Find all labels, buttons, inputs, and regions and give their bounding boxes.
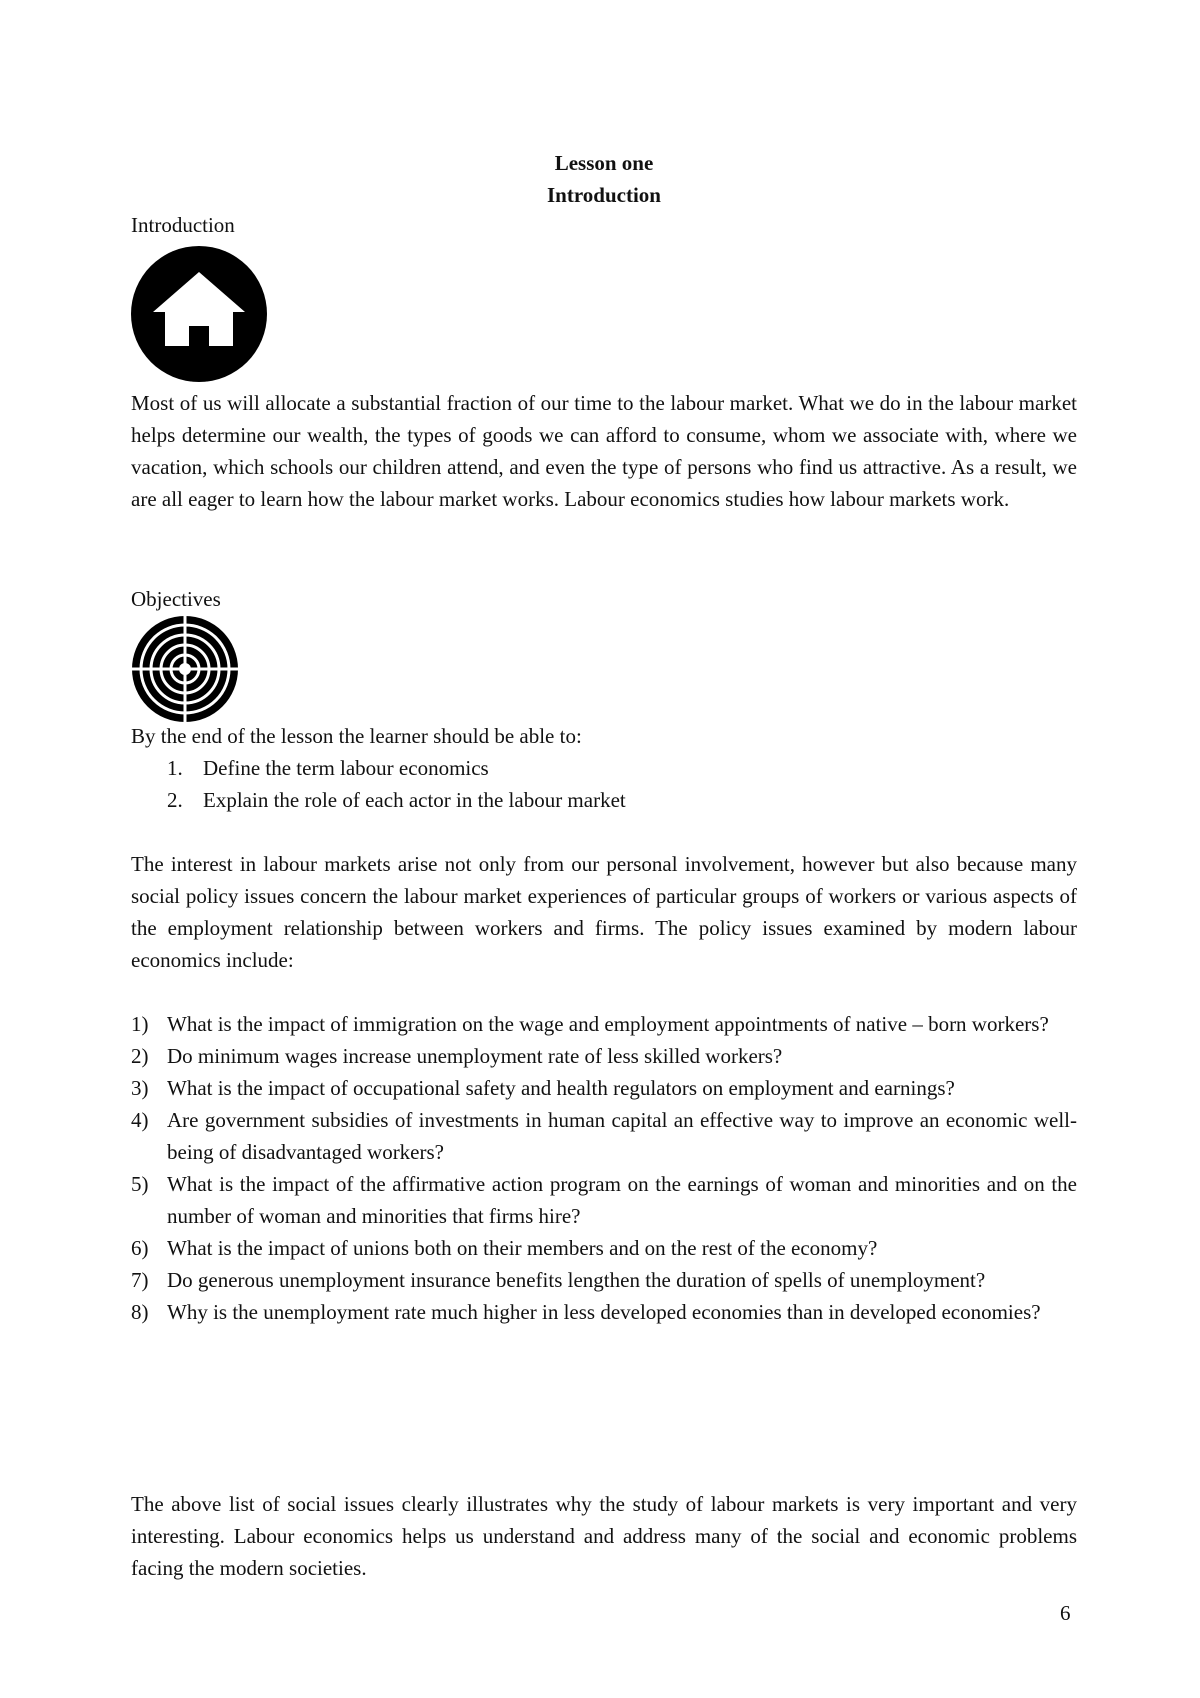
list-item: 4) Are government subsidies of investments in human capital an effective way to improve an economic well-being of disadvantaged workers?	[131, 1108, 1077, 1164]
list-item: 7) Do generous unemployment insurance benefits lengthen the duration of spells of unemployment?	[131, 1268, 986, 1292]
list-item: 8) Why is the unemployment rate much higher in less developed economies than in developed economies?	[131, 1300, 1041, 1324]
list-item: 6) What is the impact of unions both on their members and on the rest of the economy?	[131, 1236, 878, 1260]
objectives-label: Objectives	[131, 587, 221, 611]
page-number: 6	[1060, 1601, 1071, 1625]
introduction-paragraph: Most of us will allocate a substantial fraction of our time to the labour market. What we do in the labour market helps determine our wealth, the types of goods we can afford to consume, whom we associate with, where we vacation, which schools our children attend, and even the type of persons who find us attractive. As a result, we are all eager to learn how the labour market works. Labour economics studies how labour markets work.	[131, 391, 1077, 511]
list-item: 5) What is the impact of the affirmative action program on the earnings of woman and minorities and on the number of woman and minorities that firms hire?	[131, 1172, 1077, 1228]
list-item: 1) What is the impact of immigration on the wage and employment appointments of native – born workers?	[131, 1012, 1049, 1036]
list-item: 1. Define the term labour economics	[167, 756, 489, 780]
list-item: 3) What is the impact of occupational safety and health regulators on employment and earnings?	[131, 1076, 955, 1100]
lesson-heading: Lesson one	[554, 151, 654, 175]
home-icon	[131, 246, 267, 382]
introduction-label: Introduction	[131, 213, 235, 237]
objectives-lead: By the end of the lesson the learner should be able to:	[131, 724, 582, 748]
closing-paragraph: The above list of social issues clearly illustrates why the study of labour markets is very important and very interesting. Labour economics helps us understand and address many of the social and economic problems facing the modern societies.	[131, 1492, 1077, 1580]
interest-paragraph: The interest in labour markets arise not only from our personal involvement, however but also because many social policy issues concern the labour market experiences of particular groups of workers or various aspects of the employment relationship between workers and firms. The policy issues examined by modern labour economics include:	[131, 852, 1077, 972]
policy-issues-list	[131, 1008, 1077, 1328]
target-icon	[131, 615, 239, 723]
page-title: Introduction	[547, 183, 661, 207]
list-item: 2. Explain the role of each actor in the labour market	[167, 788, 626, 812]
objectives-list	[131, 752, 1077, 816]
list-item: 2) Do minimum wages increase unemployment rate of less skilled workers?	[131, 1044, 783, 1068]
